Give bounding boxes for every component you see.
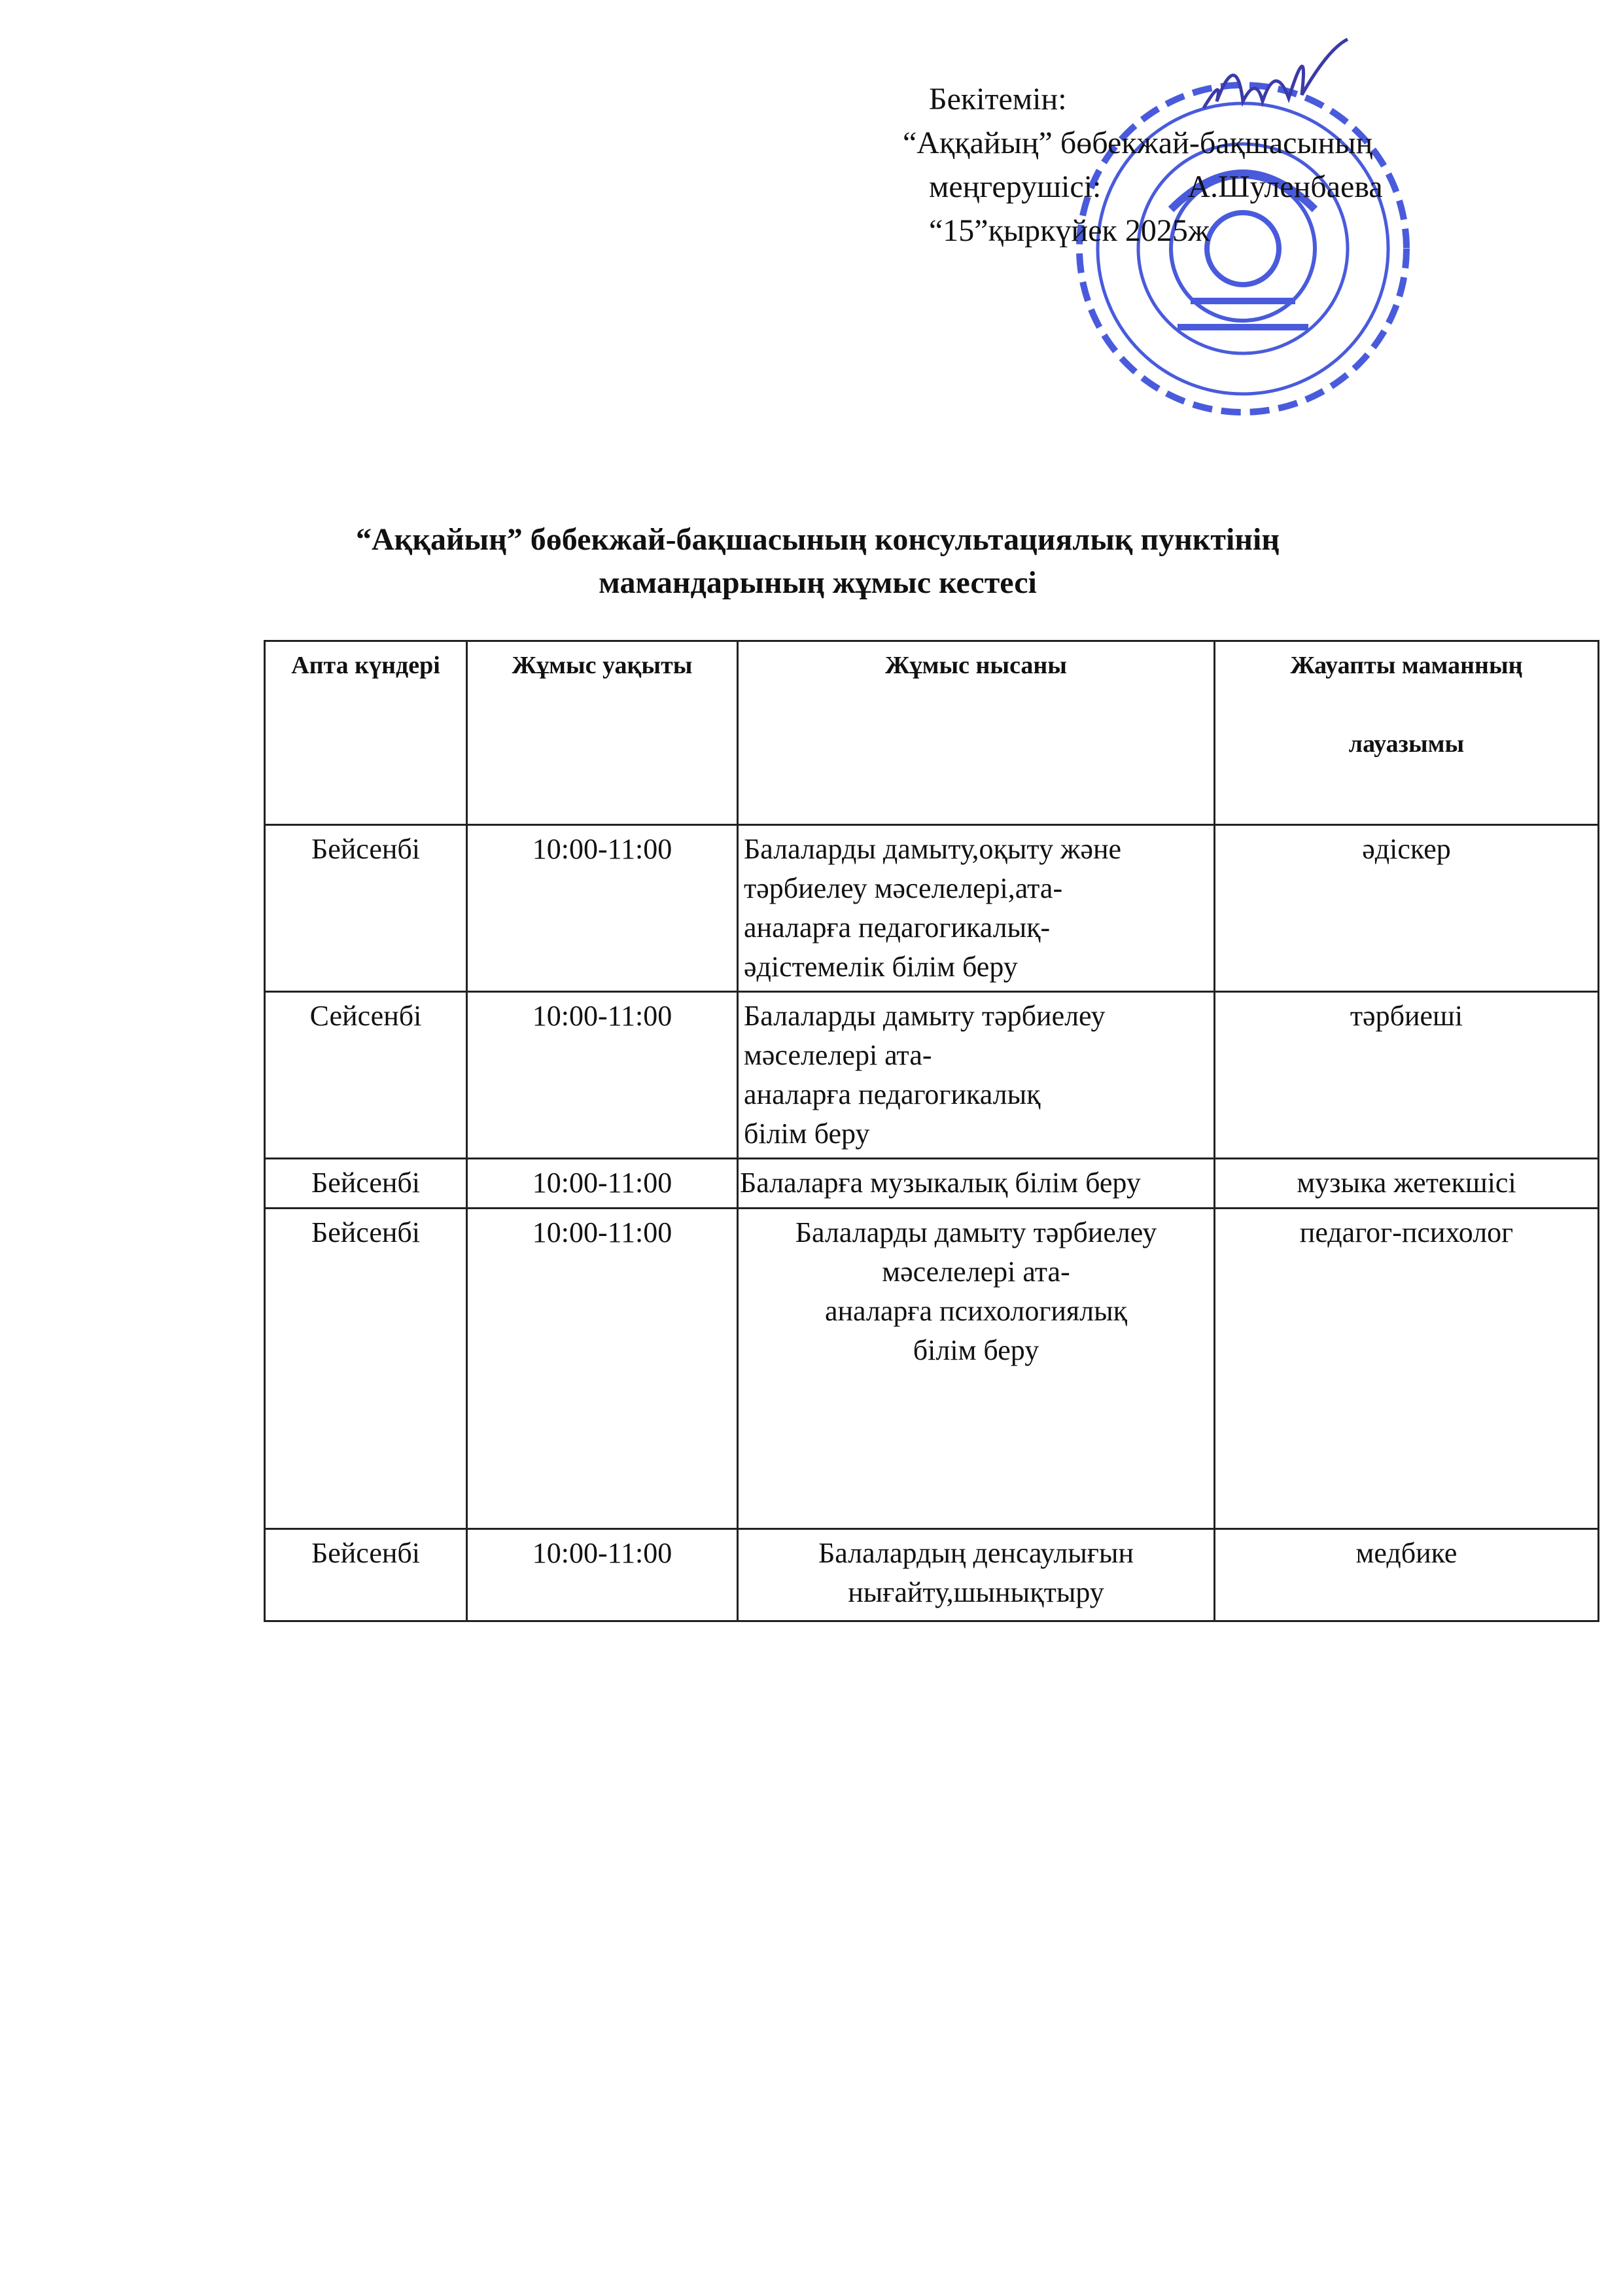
cell-topic: Балалардың денсаулығын нығайту,шынықтыру [738, 1529, 1215, 1621]
header-days: Апта күндері [265, 641, 467, 825]
page-title [196, 518, 1439, 605]
approval-date: “15”қыркүйек 2025ж [929, 213, 1210, 248]
table-row [265, 1529, 1599, 1621]
table-row [265, 1159, 1599, 1209]
cell-day: Бейсенбі [265, 1529, 467, 1621]
table-row [265, 825, 1599, 992]
cell-role: әдіскер [1215, 825, 1599, 992]
cell-day: Бейсенбі [265, 1209, 467, 1529]
cell-day: Бейсенбі [265, 1159, 467, 1209]
cell-time: 10:00-11:00 [467, 825, 738, 992]
schedule-table [264, 640, 1599, 1622]
approval-head-name: меңгерушісі: А.Шуленбаева [929, 169, 1383, 204]
cell-time: 10:00-11:00 [467, 992, 738, 1159]
header-time: Жұмыс уақыты [467, 641, 738, 825]
table-row [265, 1209, 1599, 1529]
cell-topic: Балаларға музыкалық білім беру [738, 1159, 1215, 1209]
cell-role: педагог-психолог [1215, 1209, 1599, 1529]
cell-day: Бейсенбі [265, 825, 467, 992]
table-header-row [265, 641, 1599, 825]
approval-heading: Бекітемін: [929, 82, 1067, 116]
cell-role: тәрбиеші [1215, 992, 1599, 1159]
title-line-1: “Аққайың” бөбекжай-бақшасының консультациялық пунктінің [356, 522, 1280, 557]
cell-role: музыка жетекшісі [1215, 1159, 1599, 1209]
cell-time: 10:00-11:00 [467, 1529, 738, 1621]
header-role: Жауапты маманның лауазымы [1215, 641, 1599, 825]
approval-organization: “Аққайың” бөбекжай-бақшасының [903, 126, 1373, 160]
cell-day: Сейсенбі [265, 992, 467, 1159]
header-topic: Жұмыс нысаны [738, 641, 1215, 825]
cell-time: 10:00-11:00 [467, 1159, 738, 1209]
cell-topic: Балаларды дамыту тәрбиелеу мәселелері ата- аналарға психологиялық білім беру [738, 1209, 1215, 1529]
cell-topic: Балаларды дамыту,оқыту және тәрбиелеу мәселелері,ата- аналарға педагогикалық- әдістемелік білім беру [738, 825, 1215, 992]
cell-role: медбике [1215, 1529, 1599, 1621]
cell-time: 10:00-11:00 [467, 1209, 738, 1529]
title-line-2: мамандарының жұмыс кестесі [599, 565, 1037, 600]
table-row [265, 992, 1599, 1159]
signature [1197, 36, 1354, 121]
cell-topic: Балаларды дамыту тәрбиелеу мәселелері ата- аналарға педагогикалық білім беру [738, 992, 1215, 1159]
